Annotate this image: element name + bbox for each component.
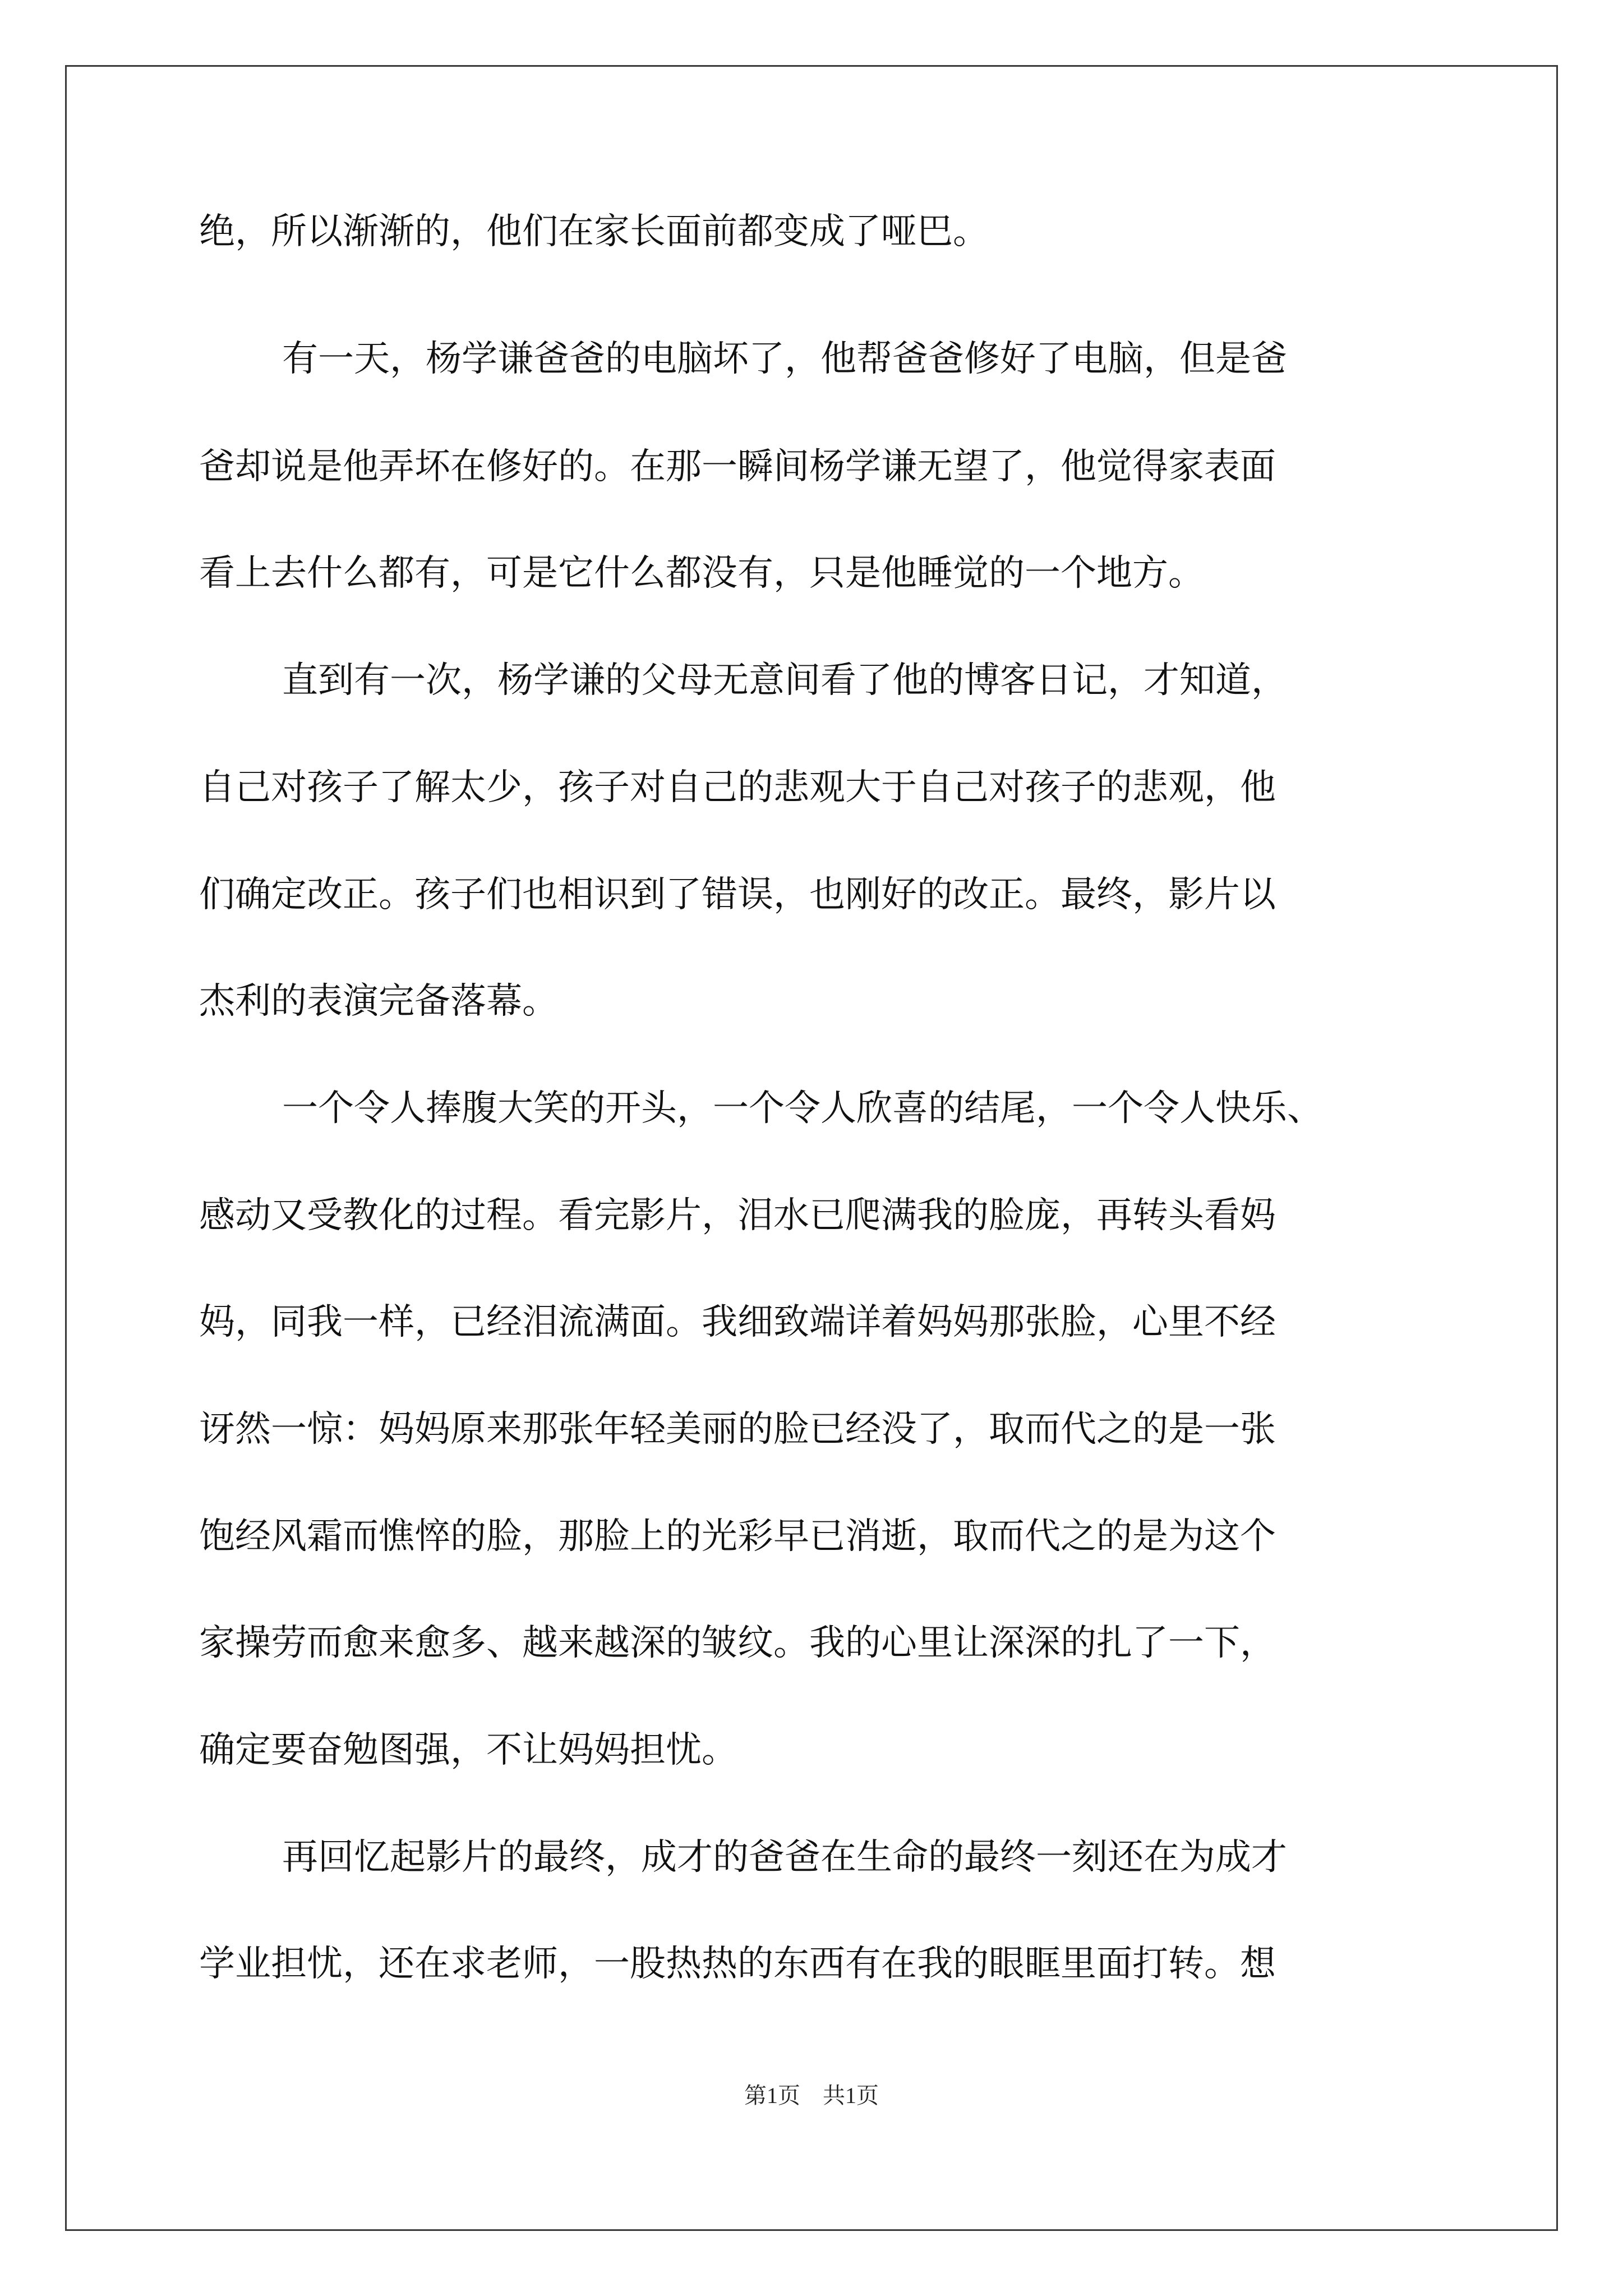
- text-line: 再回忆起影片的最终，成才的爸爸在生命的最终一刻还在为成才: [282, 1837, 1287, 1878]
- text-line: 一个令人捧腹大笑的开头，一个令人欣喜的结尾，一个令人快乐、: [282, 1088, 1323, 1129]
- text-line: 杰利的表演完备落幕。: [199, 981, 558, 1022]
- text-line: 感动又受教化的过程。看完影片，泪水已爬满我的脸庞，再转头看妈: [199, 1195, 1276, 1236]
- text-line: 学业担忧，还在求老师，一股热热的东西有在我的眼眶里面打转。想: [199, 1943, 1276, 1985]
- text-line: 饱经风霜而憔悴的脸，那脸上的光彩早已消逝，取而代之的是为这个: [199, 1516, 1276, 1557]
- text-line: 确定要奋勉图强，不让妈妈担忧。: [199, 1729, 737, 1771]
- text-line: 们确定改正。孩子们也相识到了错误，也刚好的改正。最终，影片以: [199, 874, 1276, 915]
- text-line: 爸却说是他弄坏在修好的。在那一瞬间杨学谦无望了，他觉得家表面: [199, 446, 1276, 487]
- text-line: 看上去什么都有，可是它什么都没有，只是他睡觉的一个地方。: [199, 553, 1204, 594]
- page-border: [65, 65, 1558, 2231]
- text-line: 直到有一次，杨学谦的父母无意间看了他的博客日记，才知道，: [282, 660, 1287, 701]
- page-number-footer: 第1页 共1页: [744, 2083, 879, 2108]
- text-line: 讶然一惊：妈妈原来那张年轻美丽的脸已经没了，取而代之的是一张: [199, 1409, 1276, 1450]
- text-line: 有一天，杨学谦爸爸的电脑坏了，他帮爸爸修好了电脑，但是爸: [282, 338, 1287, 380]
- text-line: 妈，同我一样，已经泪流满面。我细致端详着妈妈那张脸，心里不经: [199, 1301, 1276, 1343]
- text-line: 自己对孩子了解太少，孩子对自己的悲观大于自己对孩子的悲观，他: [199, 767, 1276, 808]
- text-line: 家操劳而愈来愈多、越来越深的皱纹。我的心里让深深的扎了一下，: [199, 1622, 1276, 1664]
- text-line: 绝，所以渐渐的，他们在家长面前都变成了哑巴。: [199, 211, 989, 252]
